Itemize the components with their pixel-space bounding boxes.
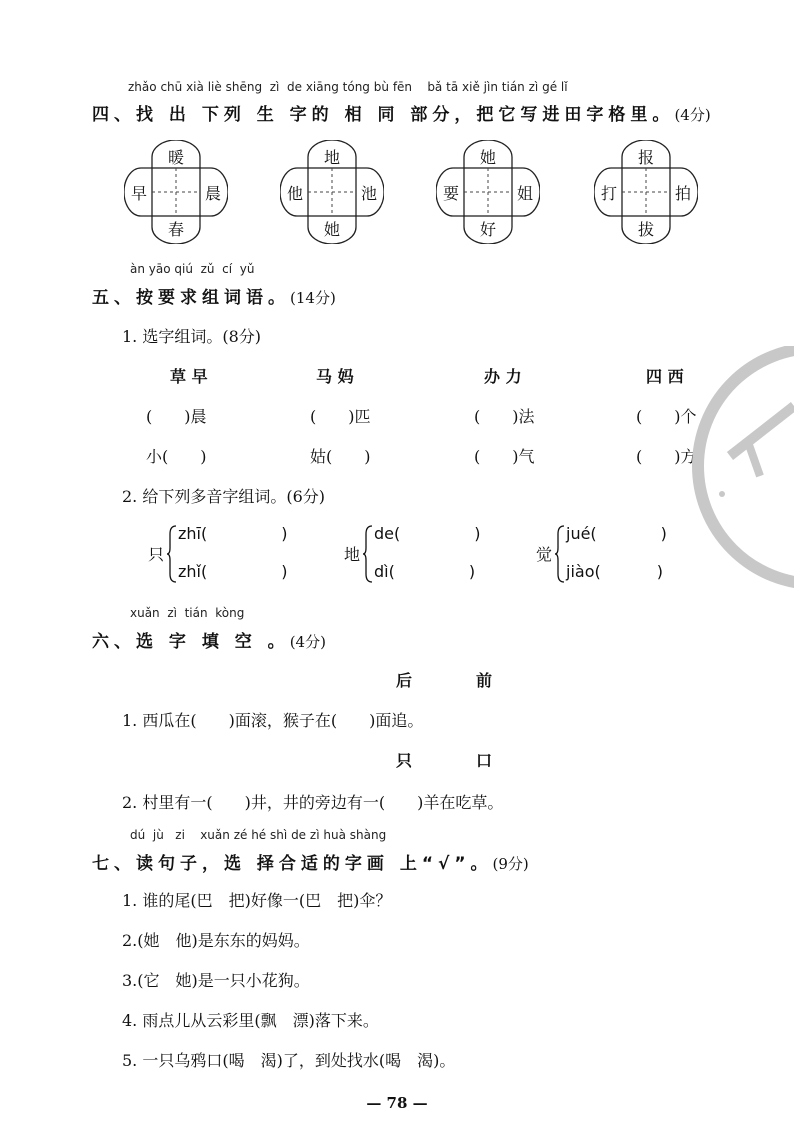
- poly-reading-1[interactable]: zhī( ): [178, 524, 288, 543]
- s6-heading: 六、选 字 填 空 。(4分): [92, 632, 326, 652]
- s7-pinyin: dú jù zi xuǎn zé hé shì de zì huà shàng: [130, 828, 387, 842]
- flower-char-bottom: 春: [167, 220, 184, 239]
- brace-icon: [166, 524, 178, 584]
- flower-char-right: 姐: [516, 184, 533, 203]
- brace-icon: [362, 524, 374, 584]
- flower-grid-3: [436, 140, 540, 244]
- answer-cell[interactable]: [622, 168, 670, 216]
- s5-pair-3: 办 力: [484, 367, 522, 386]
- answer-cell[interactable]: [464, 168, 512, 216]
- s6-q2[interactable]: 2. 村里有一( )井，井的旁边有一( )羊在吃草。: [122, 793, 504, 812]
- brace-icon: [554, 524, 566, 584]
- answer-cell[interactable]: [308, 168, 356, 216]
- s5-pinyin: àn yāo qiú zǔ cí yǔ: [130, 262, 255, 276]
- flower-char-right: 晨: [204, 184, 221, 203]
- poly-reading-1[interactable]: jué( ): [566, 524, 667, 543]
- s6-q1[interactable]: 1. 西瓜在( )面滚，猴子在( )面追。: [122, 711, 424, 730]
- s7-heading: 七、读句子，选 择合适的字画 上“√”。(9分): [92, 854, 529, 874]
- s5-blank-1-1[interactable]: ( )晨: [146, 407, 207, 426]
- poly-char: 觉: [536, 545, 553, 564]
- flower-char-left: 要: [442, 184, 459, 203]
- flower-char-left: 他: [286, 184, 303, 203]
- poly-reading-1[interactable]: de( ): [374, 524, 481, 543]
- flower-char-top: 地: [323, 148, 340, 167]
- poly-reading-2[interactable]: jiào( ): [566, 562, 663, 581]
- s5-pair-1: 草 早: [170, 367, 208, 386]
- poly-char: 只: [148, 545, 165, 564]
- s5-q2-label: 2. 给下列多音字组词。(6分): [122, 487, 326, 506]
- s7-item-1[interactable]: 1. 谁的尾(巴 把)好像一(巴 把)伞？: [122, 891, 392, 910]
- s7-item-4[interactable]: 4. 雨点儿从云彩里(飘 漂)落下来。: [122, 1011, 379, 1030]
- flower-char-top: 报: [637, 148, 654, 167]
- s7-item-2[interactable]: 2.(她 他)是东东的妈妈。: [122, 931, 310, 950]
- s6-option-1b: 前: [476, 671, 493, 690]
- s5-blank-2-4[interactable]: ( )方: [636, 447, 697, 466]
- s5-pair-4: 四 西: [646, 367, 684, 386]
- s6-pinyin: xuǎn zì tián kòng: [130, 606, 245, 620]
- flower-grid-4: [594, 140, 698, 244]
- flower-char-top: 暖: [167, 148, 184, 167]
- flower-char-bottom: 好: [479, 220, 496, 239]
- s5-blank-2-3[interactable]: ( )气: [474, 447, 535, 466]
- flower-char-top: 她: [479, 148, 496, 167]
- s4-heading: 四、找 出 下列 生 字的 相 同 部分，把它写进田字格里。(4分): [92, 105, 711, 125]
- answer-cell[interactable]: [152, 168, 200, 216]
- stamp-watermark-icon: [690, 346, 794, 596]
- flower-char-right: 拍: [674, 184, 691, 203]
- s5-blank-1-3[interactable]: ( )法: [474, 407, 535, 426]
- flower-char-bottom: 她: [323, 220, 340, 239]
- flower-grid-2: [280, 140, 384, 244]
- s5-pair-2: 马 妈: [316, 367, 354, 386]
- poly-reading-2[interactable]: dì( ): [374, 562, 476, 581]
- s5-blank-2-1[interactable]: 小( ): [146, 447, 207, 466]
- s7-item-5[interactable]: 5. 一只乌鸦口(喝 渴)了，到处找水(喝 渴)。: [122, 1051, 456, 1070]
- s6-option-1a: 后: [396, 671, 413, 690]
- s4-pinyin: zhǎo chū xià liè shēng zì de xiāng tóng bù fēn bǎ tā xiě jìn tián zì gé lǐ: [128, 80, 568, 94]
- s5-heading: 五、按要求组词语。(14分): [92, 288, 336, 308]
- flower-char-left: 打: [600, 184, 617, 203]
- s6-option-2a: 只: [396, 751, 413, 770]
- s5-blank-2-2[interactable]: 姑( ): [310, 447, 371, 466]
- flower-char-bottom: 拔: [637, 220, 654, 239]
- s5-blank-1-4[interactable]: ( )个: [636, 407, 697, 426]
- page-number: — 78 —: [366, 1094, 428, 1112]
- s6-option-2b: 口: [476, 751, 493, 770]
- s5-blank-1-2[interactable]: ( )匹: [310, 407, 371, 426]
- flower-char-left: 早: [130, 184, 147, 203]
- poly-reading-2[interactable]: zhǐ( ): [178, 562, 288, 581]
- s5-q1-label: 1. 选字组词。(8分): [122, 327, 262, 346]
- s7-item-3[interactable]: 3.(它 她)是一只小花狗。: [122, 971, 310, 990]
- flower-char-right: 池: [360, 184, 377, 203]
- flower-grid-1: [124, 140, 228, 244]
- poly-char: 地: [344, 545, 361, 564]
